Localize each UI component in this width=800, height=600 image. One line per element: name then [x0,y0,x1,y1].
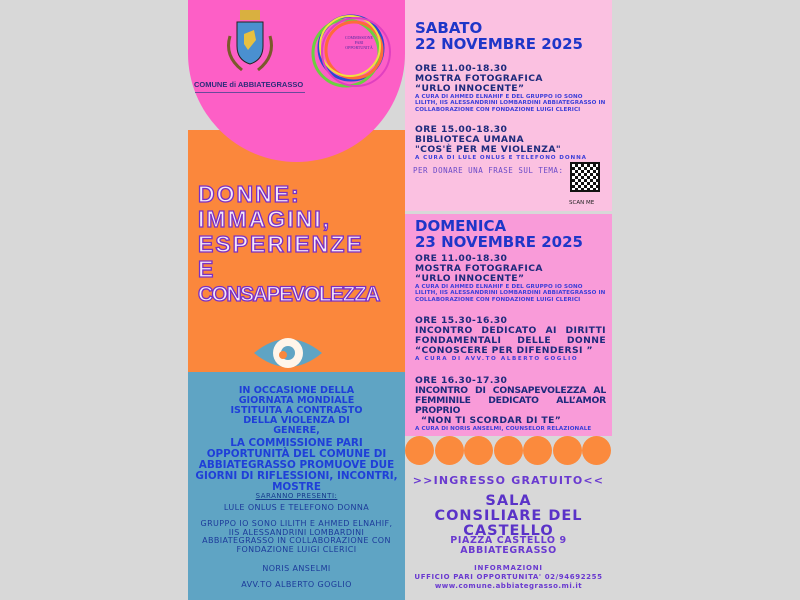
present-item: GRUPPO IO SONO LILITH E AHMED ELNAHIF, IIS ALESSANDRINI LOMBARDINI ABBIATEGRASSO IN COLLABORAZIONE CON FONDAZIONE LUIGI CLERICI [200,519,393,554]
present-item: NORIS ANSELMI [262,564,331,573]
donate-text: PER DONARE UNA FRASE SUL TEMA: [413,166,564,175]
event-time: ORE 11.00-18.30 [415,63,508,74]
event [415,376,606,432]
saturday-date: 22 NOVEMBRE 2025 [415,35,583,53]
event-credit: A CURA DI LULE ONLUS E TELEFONO DONNA [415,155,587,161]
event-title: MOSTRA FOTOGRAFICA [415,263,543,274]
event-title: BIBLIOTECA UMANA [415,134,525,145]
info-label: INFORMAZIONI [474,564,543,572]
sunday-date: 23 NOVEMBRE 2025 [415,233,583,251]
left-column [188,0,405,600]
event-credit: A CURA DI AHMED ELNAHIF E DEL GRUPPO IO SONO LILITH, IIS ALESSANDRINI LOMBARDINI ABBIATEGRASSO IN COLLABORAZIONE CON FONDAZIONE LUIGI CLERICI [415,94,606,113]
entry-label: >>INGRESSO GRATUITO<< [412,474,605,487]
event-title: MOSTRA FOTOGRAFICA [415,73,543,84]
event-credit: A CURA DI AHMED ELNAHIF E DEL GRUPPO IO SONO LILITH, IIS ALESSANDRINI LOMBARDINI ABBIATEGRASSO IN COLLABORAZIONE CON FONDAZIONE LUIGI CLERICI [415,284,606,303]
decorative-dots [405,436,612,466]
scan-me-label: SCAN ME [569,200,595,206]
city-crest-icon [220,6,280,76]
sunday-day: DOMENICA [415,217,507,235]
dot [553,436,582,465]
commission-logo-text: COMMISSIONE PARI OPPORTUNITÀ [344,35,373,50]
event-time: ORE 15.30-16.30 [415,315,508,326]
intro-paragraph-1: IN OCCASIONE DELLA GIORNATA MONDIALE ISTITUITA A CONTRASTO DELLA VIOLENZA DI GENERE, [230,385,363,436]
office-phone: UFFICIO PARI OPPORTUNITA' 02/94692255 [414,573,603,581]
poster-title [198,182,379,307]
event [415,125,606,161]
sunday-panel [405,214,612,436]
event-time: ORE 16.30-17.30 [415,375,508,386]
title-line: DONNE: [198,181,301,207]
dot [405,436,434,465]
event-credit: A CURA DI AVV.TO ALBERTO GOGLIO [415,356,579,362]
dot [523,436,552,465]
dot [435,436,464,465]
venue: SALA CONSILIARE DEL CASTELLO [434,493,583,539]
address-city: ABBIATEGRASSO [460,545,557,556]
event-poster [188,0,612,600]
event [415,254,606,303]
event-subtitle: "COS'È PER ME VIOLENZA" [415,144,562,155]
event-time: ORE 15.00-18.30 [415,124,508,135]
address-street: PIAZZA CASTELLO 9 [450,535,567,546]
event-subtitle: “CONOSCERE PER DIFENDERSI ” [415,345,593,356]
event-subtitle: “URLO INNOCENTE” [415,83,525,94]
dot [494,436,523,465]
event-subtitle: “URLO INNOCENTE” [415,273,525,284]
title-line: ESPERIENZE [198,231,364,257]
present-item: AVV.TO ALBERTO GOGLIO [241,580,352,589]
present-label: SARANNO PRESENTI: [255,492,338,500]
dot [582,436,611,465]
present-item: LULE ONLUS E TELEFONO DONNA [223,503,370,512]
event-title: INCONTRO DEDICATO AI DIRITTI FONDAMENTALI DELLE DONNE [415,325,606,346]
dot [464,436,493,465]
saturday-panel [405,0,612,211]
title-line: CONSAPEVOLEZZA [198,283,379,306]
website-link[interactable]: www.comune.abbiategrasso.mi.it [434,582,583,590]
intro-paragraph-2: LA COMMISSIONE PARI OPPORTUNITÀ DEL COMUNE DI ABBIATEGRASSO PROMUOVE DUE GIORNI DI RIFLESSIONI, INCONTRI, MOSTRE [195,437,398,493]
saturday-day: SABATO [415,19,483,37]
title-line: E [198,256,216,282]
event-subtitle: “NON TI SCORDAR DI TE” [421,415,562,426]
event-title: INCONTRO DI CONSAPEVOLEZZA AL FEMMINILE DEDICATO ALL’AMOR PROPRIO [415,385,606,416]
event-time: ORE 11.00-18.30 [415,253,508,264]
event [415,64,606,113]
comune-label: COMUNE di ABBIATEGRASSO [194,80,304,89]
event [415,316,606,362]
eye-icon [252,333,324,373]
event-credit: A CURA DI NORIS ANSELMI, COUNSELOR RELAZIONALE [415,426,592,432]
commission-logo-icon [306,8,396,93]
title-line: IMMAGINI, [198,206,331,232]
divider [195,92,305,93]
qr-code-icon[interactable] [570,162,600,192]
